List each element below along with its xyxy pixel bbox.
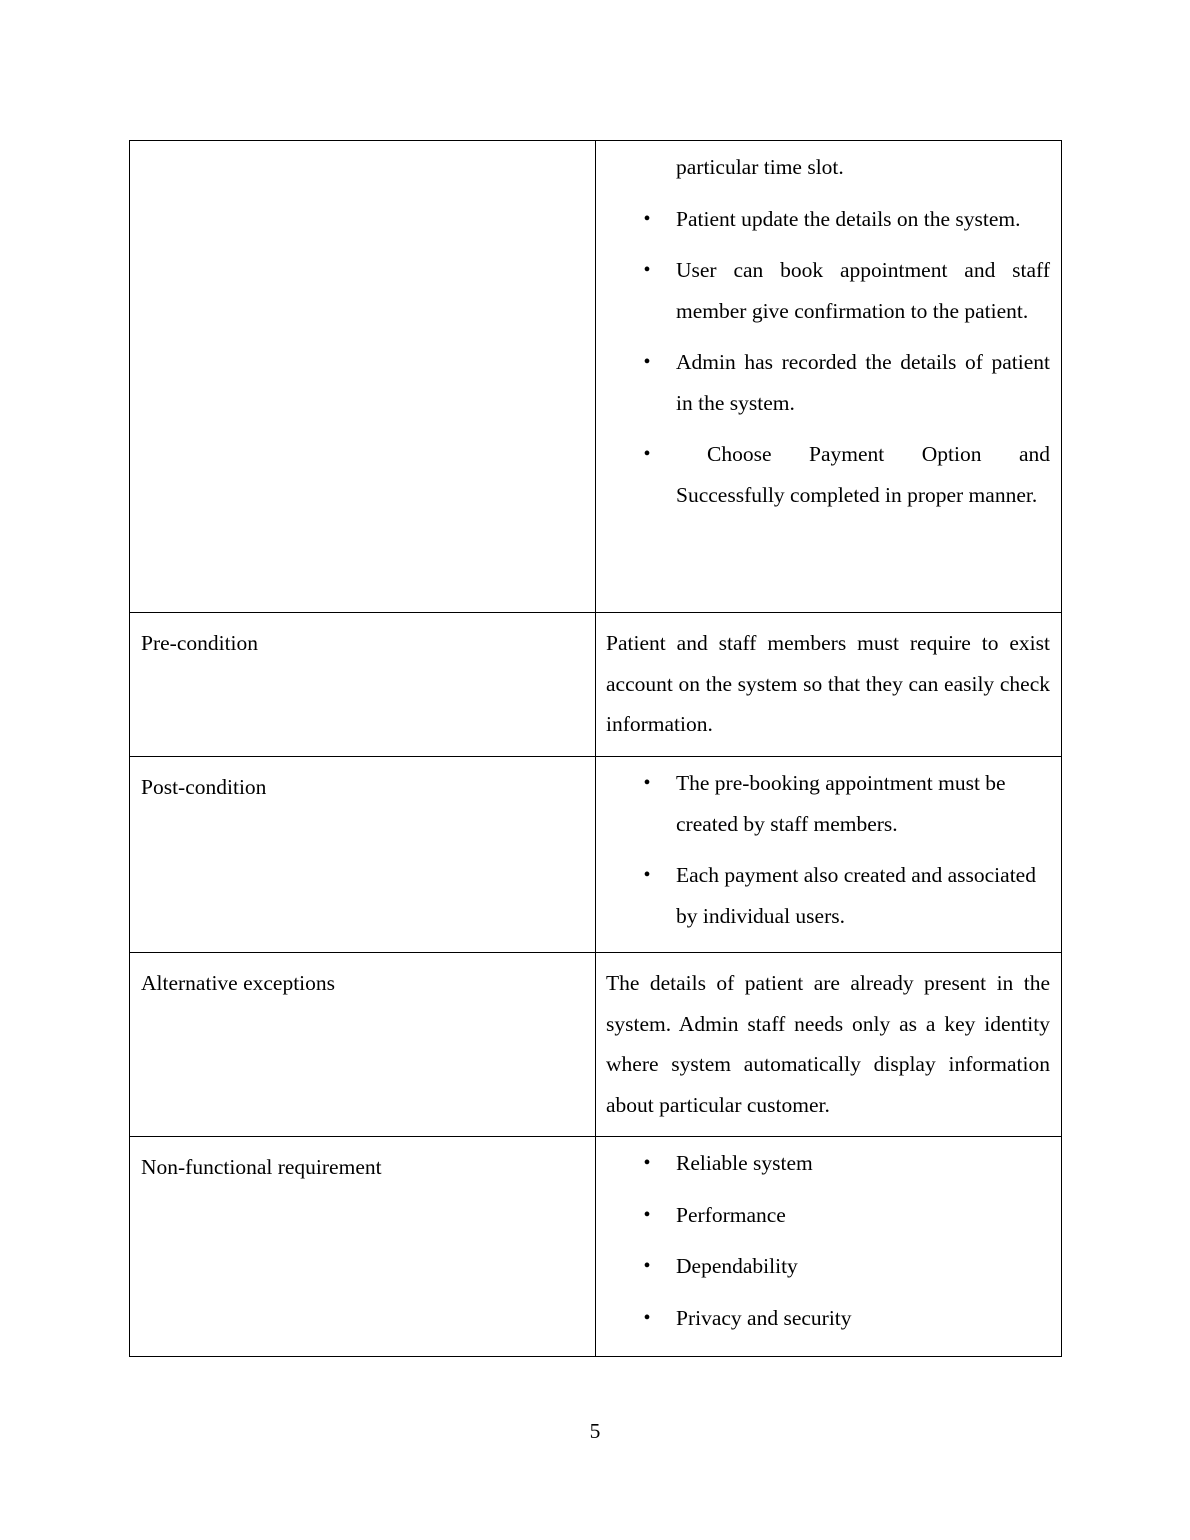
list-item-text: Admin has recorded the details of patient in the system. <box>676 350 1050 415</box>
row-value-cell <box>596 1137 1062 1357</box>
bullet-icon: • <box>643 351 651 373</box>
list-item <box>643 250 1050 331</box>
row-label-cell <box>130 953 596 1137</box>
row-value-cell <box>596 141 1062 613</box>
row-label: Alternative exceptions <box>141 971 336 995</box>
list-item-text: Performance <box>676 1202 786 1227</box>
list-item-text: Patient update the details on the system. <box>676 206 1021 231</box>
bullet-icon: • <box>643 443 651 465</box>
row-value-cell <box>596 613 1062 757</box>
row-value-cell <box>596 757 1062 953</box>
row-label <box>130 141 595 161</box>
bullet-list <box>596 1137 1061 1353</box>
bullet-icon: • <box>643 1255 651 1277</box>
list-item <box>643 1298 1050 1339</box>
row-label: Post-condition <box>141 775 267 799</box>
list-item <box>643 763 1050 844</box>
row-label: Non-functional requirement <box>141 1155 382 1179</box>
row-value-cell <box>596 953 1062 1137</box>
row-value-text: The details of patient are already present in the system. Admin staff needs only as a key identity where system automatically display information about particular customer. <box>606 971 1050 1117</box>
bullet-icon: • <box>643 772 651 794</box>
list-item <box>643 342 1050 423</box>
list-item-text: The pre-booking appointment must be created by staff members. <box>676 771 1006 836</box>
list-item-text: Privacy and security <box>676 1305 852 1330</box>
list-item-text: Reliable system <box>676 1151 813 1175</box>
bullet-icon: • <box>643 207 651 230</box>
list-item <box>643 434 1050 515</box>
list-item <box>676 147 1050 188</box>
row-label: Pre-condition <box>141 631 259 655</box>
list-item-text: Dependability <box>676 1254 798 1278</box>
bullet-icon: • <box>643 259 651 281</box>
list-item <box>643 1195 1050 1236</box>
bullet-icon: • <box>643 1203 651 1226</box>
row-label-cell <box>130 757 596 953</box>
table-row <box>130 141 1062 613</box>
bullet-icon: • <box>643 864 651 886</box>
bullet-icon: • <box>643 1152 651 1174</box>
table-row <box>130 953 1062 1137</box>
list-item <box>643 199 1050 240</box>
row-value-text: Patient and staff members must require to exist account on the system so that they can easily check information. <box>606 631 1050 736</box>
bullet-list <box>596 757 1061 952</box>
use-case-table <box>129 140 1062 1357</box>
row-label-cell <box>130 1137 596 1357</box>
list-item-text: User can book appointment and staff member give confirmation to the patient. <box>676 258 1050 323</box>
row-label-cell <box>130 613 596 757</box>
page-number: 5 <box>589 1419 601 1443</box>
table-row <box>130 757 1062 953</box>
table-row <box>130 613 1062 757</box>
list-item <box>643 1246 1050 1287</box>
row-label-cell <box>130 141 596 613</box>
list-item <box>643 855 1050 936</box>
list-item-text: particular time slot. <box>676 155 844 179</box>
table-row <box>130 1137 1062 1357</box>
list-item-text: Choose Payment Option and Successfully completed in proper manner. <box>676 442 1050 507</box>
list-item-text: Each payment also created and associated by individual users. <box>676 863 1036 928</box>
bullet-icon: • <box>643 1306 651 1329</box>
bullet-list <box>596 141 1061 521</box>
list-item <box>643 1143 1050 1184</box>
